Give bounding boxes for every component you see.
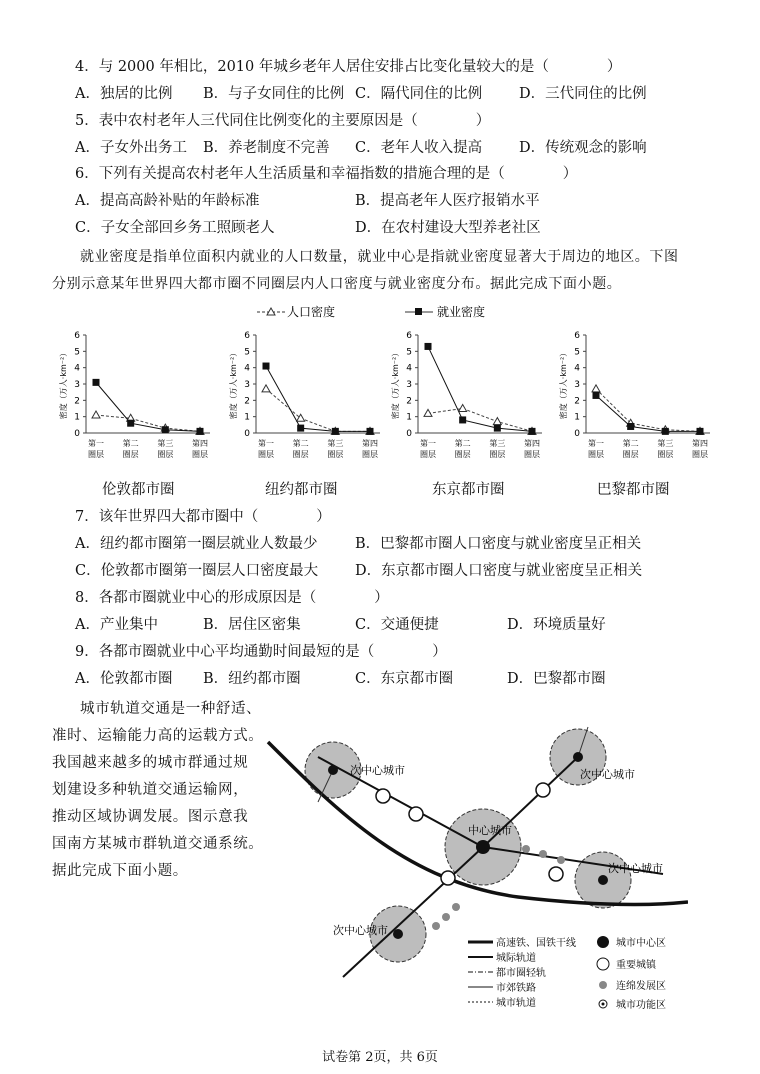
chart-newyork-svg: [222, 305, 392, 470]
y-tick-label: 2: [244, 396, 250, 407]
label-center-city: 中心城市: [468, 824, 512, 837]
y-tick-label: 5: [74, 347, 80, 358]
y-tick-label: 5: [574, 347, 580, 358]
pop-density-line: [96, 415, 200, 431]
x-tick-label: 圈层: [657, 450, 674, 459]
pop-density-point: [459, 405, 467, 412]
label-sub-city-sw: 次中心城市: [333, 924, 388, 937]
x-tick-label: 第三: [657, 439, 674, 448]
y-tick-label: 3: [74, 380, 80, 390]
x-tick-label: 第一: [88, 439, 104, 448]
q8-option-a: A．产业集中: [75, 617, 158, 633]
x-tick-label: 圈层: [588, 450, 604, 459]
job-density-point: [367, 428, 374, 435]
x-tick-label: 第一: [258, 439, 274, 448]
y-tick-label: 6: [74, 331, 80, 341]
x-tick-label: 圈层: [489, 450, 506, 459]
legend-metro: 都市圈轻轨: [496, 968, 546, 979]
chart-title-london: 伦敦都市圈: [102, 482, 175, 498]
chart-paris: [552, 305, 722, 474]
job-density-point: [494, 425, 501, 432]
x-tick-label: 圈层: [292, 450, 309, 459]
intro2-line3: 我国越来越多的城市群通过规: [52, 755, 249, 771]
intro1-line2: 分别示意某年世界四大都市圈不同圈层内人口密度与就业密度分布。据此完成下面小题。: [52, 276, 622, 292]
q9-option-a: A．伦敦都市圈: [75, 671, 173, 687]
legend-urban: 城市轨道: [496, 998, 536, 1009]
page-footer: 试卷第 2页，共 6页: [322, 1050, 438, 1065]
q8-option-d: D．环境质量好: [507, 617, 606, 633]
pop-density-line: [428, 409, 532, 432]
x-tick-label: 第四: [192, 439, 208, 448]
y-axis-label: 密度（万人·km⁻²）: [229, 348, 238, 420]
job-density-point: [627, 423, 634, 430]
intro2-line6: 国南方某城市群轨道交通系统。: [52, 836, 264, 852]
q6-stem: 6．下列有关提高农村老年人生活质量和幸福指数的措施合理的是（ ）: [75, 166, 578, 182]
pop-density-point: [592, 385, 600, 392]
x-tick-label: 圈层: [454, 450, 471, 459]
y-tick-label: 0: [574, 429, 580, 439]
y-tick-label: 3: [244, 380, 250, 390]
intro2-line7: 据此完成下面小题。: [52, 863, 188, 879]
x-tick-label: 圈层: [362, 450, 378, 459]
q7-option-d: D．东京都市圈人口密度与就业密度呈正相关: [355, 563, 643, 579]
pop-density-line: [596, 389, 700, 431]
x-tick-label: 圈层: [692, 450, 708, 459]
job-density-point: [697, 428, 704, 435]
x-tick-label: 圈层: [327, 450, 344, 459]
x-tick-label: 第二: [292, 439, 309, 448]
y-axis-label: 密度（万人·km⁻²）: [559, 348, 568, 420]
pop-density-line: [266, 389, 370, 431]
label-sub-city-nw: 次中心城市: [350, 764, 405, 777]
q8-option-b: B．居住区密集: [203, 617, 301, 633]
chart-tokyo: [384, 305, 554, 474]
y-tick-label: 1: [406, 412, 412, 423]
y-tick-label: 5: [406, 347, 412, 358]
job-density-point: [593, 392, 600, 399]
x-tick-label: 第一: [588, 439, 604, 448]
y-tick-label: 6: [574, 331, 580, 341]
x-tick-label: 第三: [489, 439, 506, 448]
y-tick-label: 2: [574, 396, 580, 407]
legend-town: 重要城镇: [616, 960, 656, 971]
q6-option-b: B．提高老年人医疗报销水平: [355, 193, 540, 209]
x-tick-label: 第三: [157, 439, 174, 448]
q7-option-b: B．巴黎都市圈人口密度与就业密度呈正相关: [355, 536, 642, 552]
job-density-point: [332, 428, 339, 435]
y-tick-label: 4: [74, 363, 80, 374]
y-axis-label: 密度（万人·km⁻²）: [59, 348, 68, 420]
chart-title-newyork: 纽约都市圈: [265, 482, 338, 498]
x-tick-label: 圈层: [88, 450, 104, 459]
y-tick-label: 3: [574, 380, 580, 390]
x-tick-label: 第二: [454, 439, 471, 448]
legend-pop-label: 人口密度: [287, 305, 336, 319]
job-density-point: [459, 416, 466, 423]
chart-tokyo-svg: [384, 305, 554, 470]
job-density-point: [297, 425, 304, 432]
label-sub-city-e: 次中心城市: [608, 862, 663, 875]
x-tick-label: 第二: [122, 439, 139, 448]
legend-func: 城市功能区: [616, 1000, 666, 1011]
x-tick-label: 第三: [327, 439, 344, 448]
legend-job-label: 就业密度: [437, 305, 486, 319]
x-tick-label: 圈层: [524, 450, 540, 459]
job-density-line: [96, 382, 200, 431]
pop-density-point: [493, 418, 501, 425]
q8-stem: 8．各都市圈就业中心的形成原因是（ ）: [75, 590, 389, 606]
q9-option-c: C．东京都市圈: [355, 671, 454, 687]
y-tick-label: 0: [406, 429, 412, 439]
intro1-line1: 就业密度是指单位面积内就业的人口数量，就业中心是指就业密度显著大于周边的地区。下图: [80, 249, 679, 265]
job-density-point: [662, 428, 669, 435]
chart-london-svg: [52, 305, 222, 470]
legend-intercity: 城际轨道: [496, 953, 536, 964]
job-density-point: [263, 363, 270, 370]
x-tick-label: 圈层: [622, 450, 639, 459]
x-tick-label: 圈层: [157, 450, 174, 459]
y-tick-label: 1: [74, 412, 80, 423]
chart-title-paris: 巴黎都市圈: [597, 482, 670, 498]
intro2-line4: 划建设多种轨道交通运输网，: [52, 782, 249, 798]
chart-title-tokyo: 东京都市圈: [432, 482, 505, 498]
q7-stem: 7．该年世界四大都市圈中（ ）: [75, 509, 331, 525]
rail-network-map: [258, 712, 688, 1017]
x-tick-label: 第四: [524, 439, 540, 448]
chart-london: [52, 305, 222, 474]
intro2-line5: 推动区域协调发展。图示意我: [52, 809, 249, 825]
x-tick-label: 圈层: [420, 450, 436, 459]
job-density-point: [529, 428, 536, 435]
job-density-point: [127, 420, 134, 427]
x-tick-label: 圈层: [258, 450, 274, 459]
x-tick-label: 第二: [622, 439, 639, 448]
q7-option-a: A．纽约都市圈第一圈层就业人数最少: [75, 536, 318, 552]
y-tick-label: 5: [244, 347, 250, 358]
chart-newyork: [222, 305, 392, 474]
q4-option-d: D．三代同住的比例: [519, 86, 647, 102]
y-tick-label: 6: [406, 331, 412, 341]
legend-center: 城市中心区: [616, 938, 666, 949]
q4-stem: 4．与 2000 年相比，2010 年城乡老年人居住安排占比变化量较大的是（ ）: [75, 59, 622, 75]
legend-hsr: 高速铁、国铁干线: [496, 938, 576, 949]
map-legend: [468, 936, 666, 1011]
legend-suburban: 市郊铁路: [496, 983, 536, 994]
q4-option-a: A．独居的比例: [75, 86, 173, 102]
job-density-point: [162, 426, 169, 433]
legend-expand: 连绵发展区: [616, 981, 666, 992]
job-density-point: [425, 343, 432, 350]
job-density-point: [93, 379, 100, 386]
q5-option-c: C．老年人收入提高: [355, 140, 483, 156]
pop-density-point: [92, 411, 100, 418]
y-tick-label: 4: [244, 363, 250, 374]
q9-option-b: B．纽约都市圈: [203, 671, 301, 687]
y-axis-label: 密度（万人·km⁻²）: [391, 348, 400, 420]
y-tick-label: 3: [406, 380, 412, 390]
q9-option-d: D．巴黎都市圈: [507, 671, 606, 687]
x-tick-label: 圈层: [192, 450, 208, 459]
y-tick-label: 4: [406, 363, 412, 374]
y-tick-label: 1: [244, 412, 250, 423]
intro2-line2: 准时、运输能力高的运载方式。: [52, 728, 264, 744]
intro2-line1: 城市轨道交通是一种舒适、: [80, 701, 262, 717]
job-density-line: [428, 346, 532, 431]
y-tick-label: 6: [244, 331, 250, 341]
y-tick-label: 0: [244, 429, 250, 439]
x-tick-label: 第四: [692, 439, 708, 448]
q7-option-c: C．伦敦都市圈第一圈层人口密度最大: [75, 563, 319, 579]
q9-stem: 9．各都市圈就业中心平均通勤时间最短的是（ ）: [75, 644, 447, 660]
q5-option-a: A．子女外出务工: [75, 140, 187, 156]
label-sub-city-ne: 次中心城市: [580, 768, 635, 781]
y-tick-label: 0: [74, 429, 80, 439]
q4-option-c: C．隔代同住的比例: [355, 86, 483, 102]
q4-option-b: B．与子女同住的比例: [203, 86, 345, 102]
q6-option-d: D．在农村建设大型养老社区: [355, 220, 541, 236]
x-tick-label: 第一: [420, 439, 436, 448]
y-tick-label: 2: [406, 396, 412, 407]
q6-option-a: A．提高高龄补贴的年龄标准: [75, 193, 260, 209]
job-density-point: [197, 428, 204, 435]
q8-option-c: C．交通便捷: [355, 617, 439, 633]
y-tick-label: 2: [74, 396, 80, 407]
y-tick-label: 1: [574, 412, 580, 423]
y-tick-label: 4: [574, 363, 580, 374]
q5-stem: 5．表中农村老年人三代同住比例变化的主要原因是（ ）: [75, 113, 491, 129]
q5-option-d: D．传统观念的影响: [519, 140, 647, 156]
x-tick-label: 圈层: [122, 450, 139, 459]
job-density-line: [266, 366, 370, 431]
chart-paris-svg: [552, 305, 722, 470]
q6-option-c: C．子女全部回乡务工照顾老人: [75, 220, 275, 236]
q5-option-b: B．养老制度不完善: [203, 140, 330, 156]
pop-density-point: [262, 385, 270, 392]
x-tick-label: 第四: [362, 439, 378, 448]
